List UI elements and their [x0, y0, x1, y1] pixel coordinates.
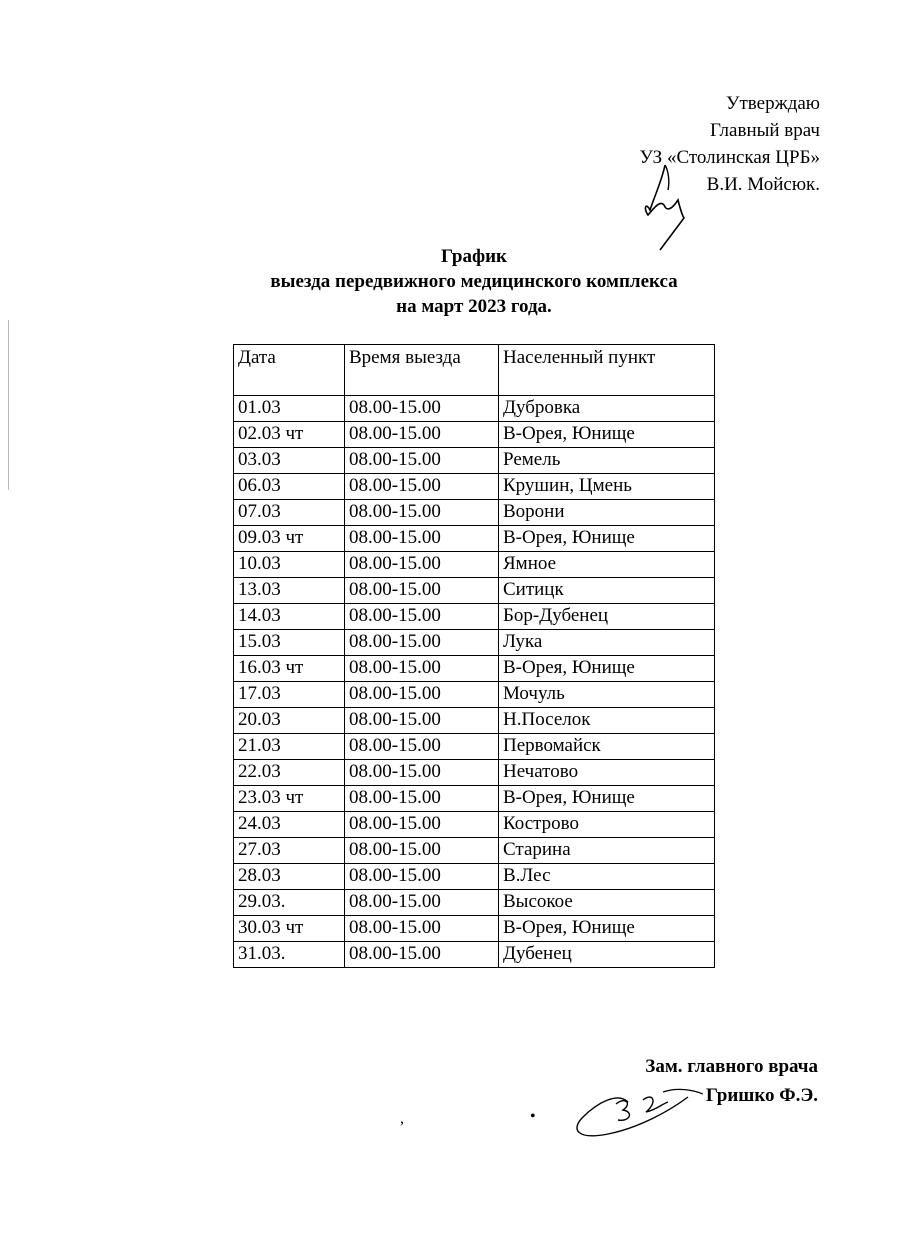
cell-departure-time: 08.00-15.00: [345, 656, 499, 682]
cell-date: 29.03.: [234, 890, 345, 916]
cell-locality: В-Орея, Юнище: [499, 656, 715, 682]
table-row: [234, 656, 715, 682]
cell-departure-time: 08.00-15.00: [345, 422, 499, 448]
cell-locality: Н.Поселок: [499, 708, 715, 734]
table-row: [234, 526, 715, 552]
cell-locality: Лука: [499, 630, 715, 656]
cell-departure-time: 08.00-15.00: [345, 942, 499, 968]
cell-locality: Бор-Дубенец: [499, 604, 715, 630]
cell-departure-time: 08.00-15.00: [345, 578, 499, 604]
header-date: Дата: [234, 345, 345, 396]
table-row: [234, 448, 715, 474]
cell-locality: Нечатово: [499, 760, 715, 786]
cell-date: 20.03: [234, 708, 345, 734]
header-departure-time: Время выезда: [345, 345, 499, 396]
cell-date: 06.03: [234, 474, 345, 500]
cell-date: 16.03 чт: [234, 656, 345, 682]
table-row: [234, 864, 715, 890]
cell-departure-time: 08.00-15.00: [345, 448, 499, 474]
approval-title: Утверждаю: [726, 93, 820, 114]
table-row: [234, 396, 715, 422]
header-locality: Населенный пункт: [499, 345, 715, 396]
schedule-table: [233, 344, 715, 968]
cell-locality: Мочуль: [499, 682, 715, 708]
cell-locality: В-Орея, Юнище: [499, 422, 715, 448]
cell-departure-time: 08.00-15.00: [345, 500, 499, 526]
cell-date: 30.03 чт: [234, 916, 345, 942]
cell-departure-time: 08.00-15.00: [345, 890, 499, 916]
approval-position: Главный врач: [710, 120, 820, 141]
cell-date: 07.03: [234, 500, 345, 526]
cell-departure-time: 08.00-15.00: [345, 760, 499, 786]
cell-departure-time: 08.00-15.00: [345, 786, 499, 812]
cell-departure-time: 08.00-15.00: [345, 396, 499, 422]
cell-locality: Ворони: [499, 500, 715, 526]
cell-locality: Крушин, Цмень: [499, 474, 715, 500]
cell-departure-time: 08.00-15.00: [345, 682, 499, 708]
cell-locality: Ситицк: [499, 578, 715, 604]
table-row: [234, 604, 715, 630]
footer-name: Гришко Ф.Э.: [705, 1085, 818, 1106]
cell-departure-time: 08.00-15.00: [345, 916, 499, 942]
table-row: [234, 422, 715, 448]
cell-date: 24.03: [234, 812, 345, 838]
cell-locality: Высокое: [499, 890, 715, 916]
footer-position: Зам. главного врача: [645, 1056, 818, 1077]
cell-date: 28.03: [234, 864, 345, 890]
table-row: [234, 942, 715, 968]
cell-date: 09.03 чт: [234, 526, 345, 552]
cell-locality: Ямное: [499, 552, 715, 578]
cell-date: 31.03.: [234, 942, 345, 968]
cell-locality: Первомайск: [499, 734, 715, 760]
table-row: [234, 552, 715, 578]
cell-locality: Кострово: [499, 812, 715, 838]
cell-date: 27.03: [234, 838, 345, 864]
table-row: [234, 630, 715, 656]
cell-date: 13.03: [234, 578, 345, 604]
scan-edge-line: [8, 320, 9, 490]
cell-date: 23.03 чт: [234, 786, 345, 812]
table-row: [234, 578, 715, 604]
cell-locality: В-Орея, Юнище: [499, 786, 715, 812]
cell-date: 14.03: [234, 604, 345, 630]
cell-date: 10.03: [234, 552, 345, 578]
table-row: [234, 734, 715, 760]
cell-date: 17.03: [234, 682, 345, 708]
cell-departure-time: 08.00-15.00: [345, 474, 499, 500]
table-row: [234, 812, 715, 838]
cell-date: 03.03: [234, 448, 345, 474]
table-row: [234, 890, 715, 916]
cell-locality: Дубенец: [499, 942, 715, 968]
cell-locality: В-Орея, Юнище: [499, 916, 715, 942]
cell-departure-time: 08.00-15.00: [345, 734, 499, 760]
cell-locality: В-Орея, Юнище: [499, 526, 715, 552]
cell-departure-time: 08.00-15.00: [345, 552, 499, 578]
cell-locality: Ремель: [499, 448, 715, 474]
cell-departure-time: 08.00-15.00: [345, 812, 499, 838]
scan-speck: ,: [400, 1110, 404, 1127]
approval-name: В.И. Мойсюк.: [706, 174, 820, 195]
cell-date: 15.03: [234, 630, 345, 656]
title-heading: График: [441, 246, 507, 267]
cell-locality: Дубровка: [499, 396, 715, 422]
table-row: [234, 786, 715, 812]
cell-date: 22.03: [234, 760, 345, 786]
table-row: [234, 682, 715, 708]
table-row: [234, 916, 715, 942]
director-signature: [640, 160, 700, 255]
title-subject: выезда передвижного медицинского комплекса: [270, 271, 678, 292]
cell-locality: Старина: [499, 838, 715, 864]
deputy-signature: [568, 1082, 708, 1142]
cell-departure-time: 08.00-15.00: [345, 630, 499, 656]
title-period: на март 2023 года.: [396, 296, 552, 317]
cell-departure-time: 08.00-15.00: [345, 838, 499, 864]
table-header-row: [234, 345, 715, 396]
cell-locality: В.Лес: [499, 864, 715, 890]
document-title: [0, 244, 900, 319]
table-row: [234, 760, 715, 786]
table-row: [234, 838, 715, 864]
table-row: [234, 708, 715, 734]
approval-organization: УЗ «Столинская ЦРБ»: [639, 147, 820, 168]
table-row: [234, 500, 715, 526]
cell-date: 02.03 чт: [234, 422, 345, 448]
cell-departure-time: 08.00-15.00: [345, 604, 499, 630]
cell-departure-time: 08.00-15.00: [345, 526, 499, 552]
cell-departure-time: 08.00-15.00: [345, 708, 499, 734]
cell-departure-time: 08.00-15.00: [345, 864, 499, 890]
table-row: [234, 474, 715, 500]
scan-speck: •: [530, 1108, 536, 1125]
cell-date: 01.03: [234, 396, 345, 422]
cell-date: 21.03: [234, 734, 345, 760]
